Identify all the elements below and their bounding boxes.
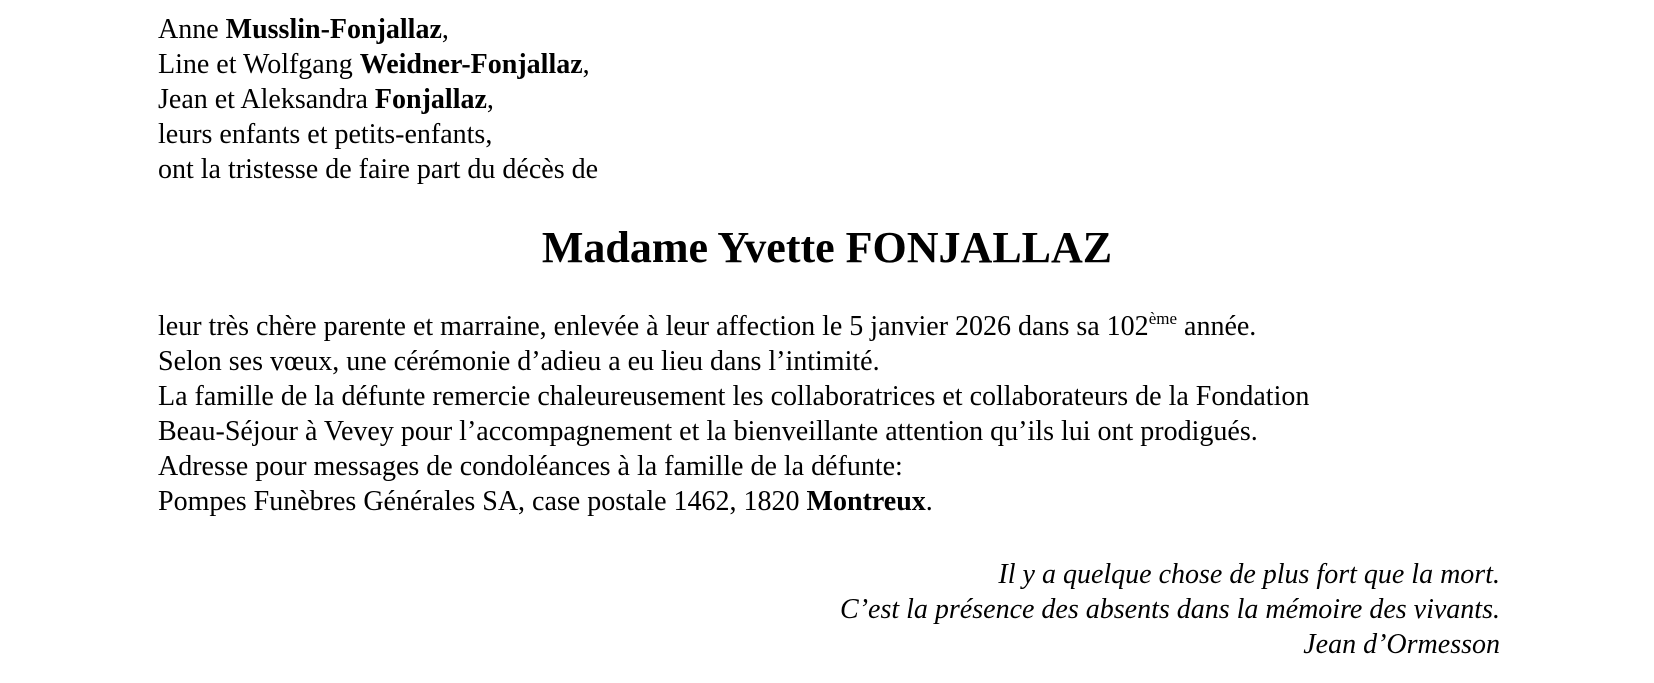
ordinal-superscript: ème [1148, 309, 1178, 328]
family-name-bold: Fonjallaz [374, 84, 487, 115]
body-line-2: Selon ses vœux, une cérémonie d’adieu a eu lieu dans l’intimité. [158, 346, 880, 377]
family-line-2: Line et Wolfgang Weidner-Fonjallaz, [158, 49, 590, 80]
city-bold: Montreux [806, 486, 926, 517]
body-line-4: Beau-Séjour à Vevey pour l’accompagnement et la bienveillante attention qu’ils lui ont prodigués. [158, 416, 1258, 447]
family-line-1: Anne Musslin-Fonjallaz, [158, 14, 449, 45]
closing-quote [840, 557, 1500, 662]
body-line-5: Adresse pour messages de condoléances à la famille de la défunte: [158, 451, 903, 482]
quote-line-1: Il y a quelque chose de plus fort que la mort. [998, 559, 1500, 590]
family-name-bold: Musslin-Fonjallaz [225, 14, 442, 45]
family-line-3: Jean et Aleksandra Fonjallaz, [158, 84, 494, 115]
family-name-bold: Weidner-Fonjallaz [359, 49, 583, 80]
quote-line-2: C’est la présence des absents dans la mémoire des vivants. [840, 594, 1500, 625]
quote-author: Jean d’Ormesson [1303, 629, 1500, 660]
family-announcement [158, 12, 1508, 187]
deceased-name-heading: Madame Yvette FONJALLAZ [541, 223, 1113, 272]
notice-body [158, 309, 1508, 519]
body-line-1: leur très chère parente et marraine, enlevée à leur affection le 5 janvier 2026 dans sa 102ème année. [158, 309, 1257, 342]
body-line-6: Pompes Funèbres Générales SA, case postale 1462, 1820 Montreux. [158, 486, 933, 517]
family-line-5: ont la tristesse de faire part du décès de [158, 154, 599, 185]
body-line-3: La famille de la défunte remercie chaleureusement les collaboratrices et collaborateurs de la Fondation [158, 381, 1310, 412]
family-line-4: leurs enfants et petits-enfants, [158, 119, 493, 150]
